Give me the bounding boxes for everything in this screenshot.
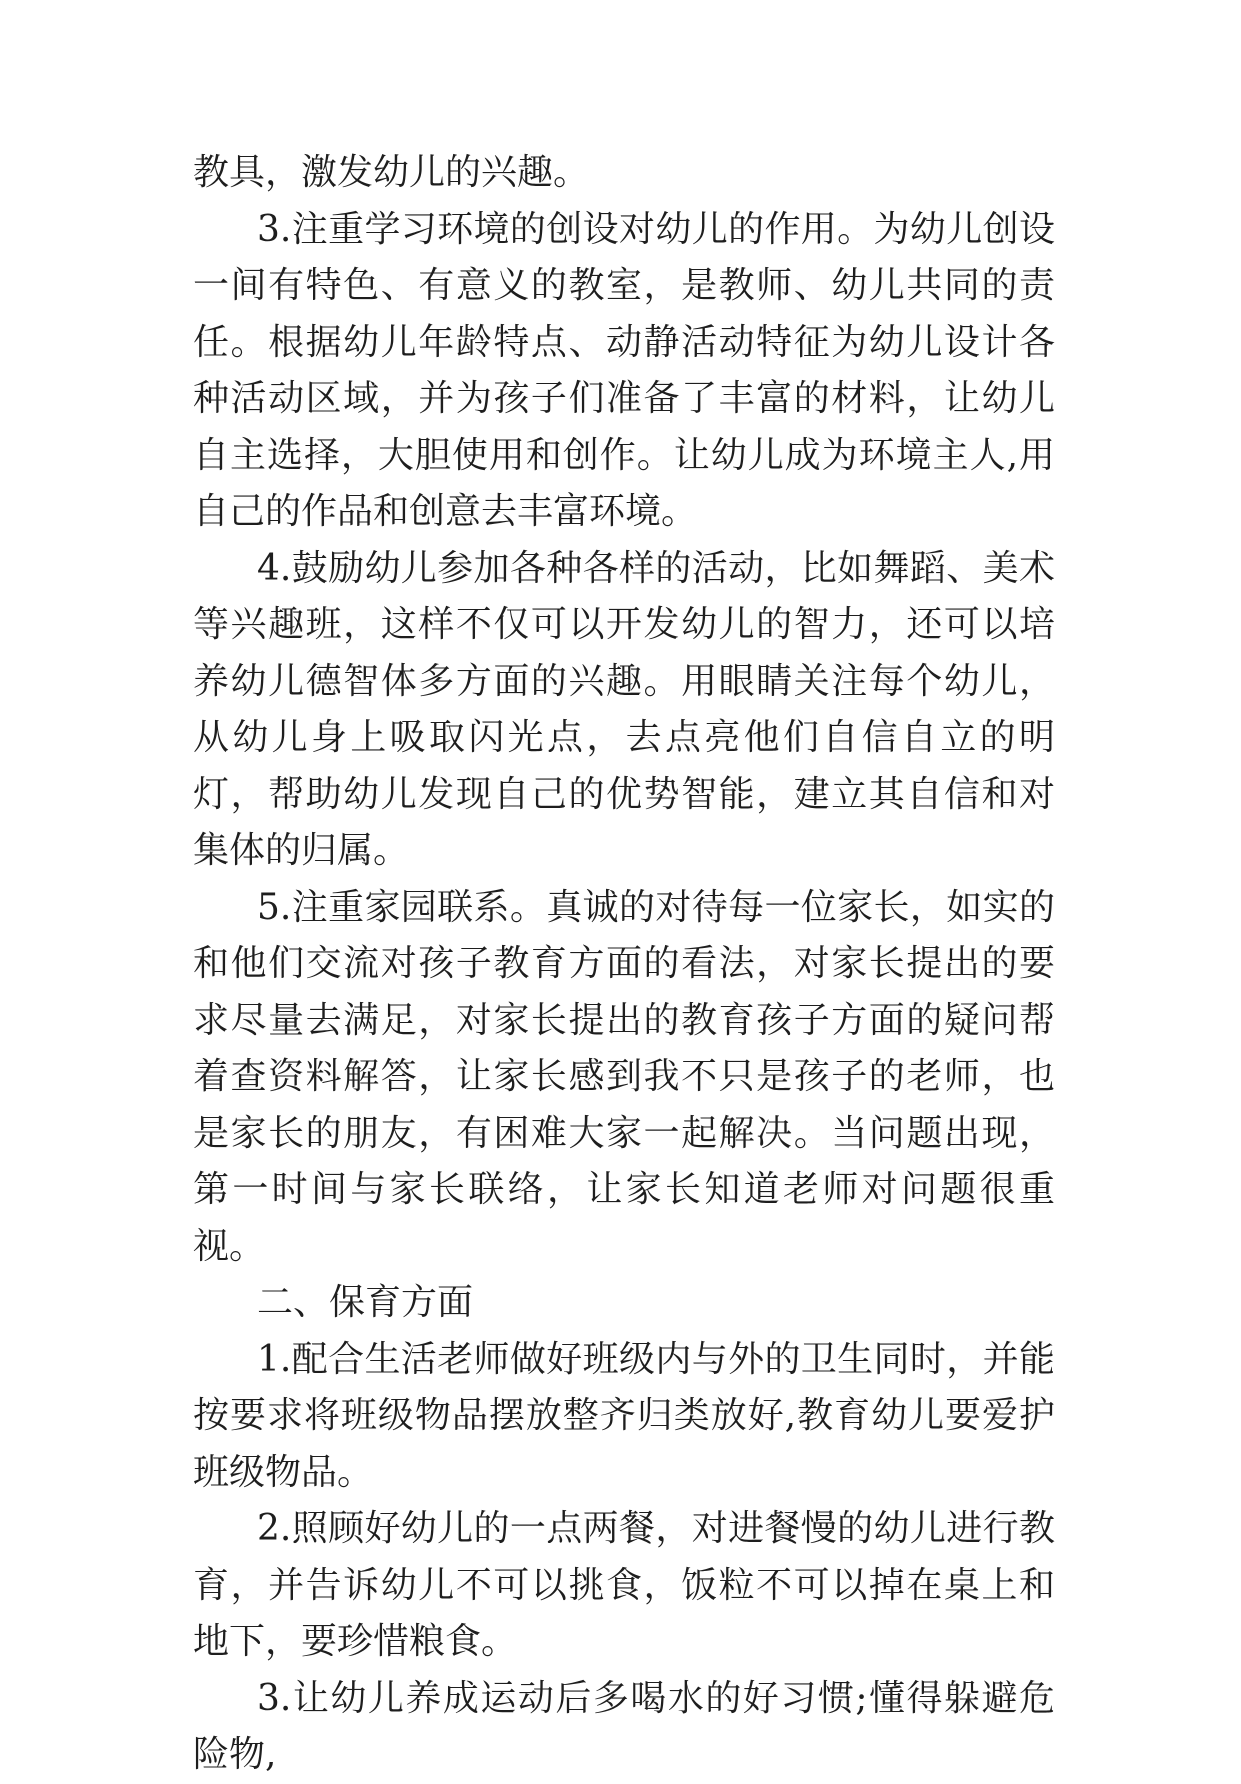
- paragraph-continuation: 教具，激发幼儿的兴趣。: [193, 152, 590, 193]
- paragraph-care-3: 3.让幼儿养成运动后多喝水的好习惯;懂得躲避危险物,: [193, 1677, 1055, 1775]
- paragraph-item-5: 5.注重家园联系。真诚的对待每一位家长，如实的和他们交流对孩子教育方面的看法，对家长提出的要求尽量去满足，对家长提出的教育孩子方面的疑问帮着查资料解答，让家长感到我不只是孩子的老师，也是家长的朋友，有困难大家一起解决。当问题出现，第一时间与家长联络，让家长知道老师对问题很重视。: [193, 886, 1055, 1267]
- paragraph-item-4: 4.鼓励幼儿参加各种各样的活动，比如舞蹈、美术等兴趣班，这样不仅可以开发幼儿的智力，还可以培养幼儿德智体多方面的兴趣。用眼睛关注每个幼儿，从幼儿身上吸取闪光点，去点亮他们自信自立的明灯，帮助幼儿发现自己的优势智能，建立其自信和对集体的归属。: [193, 547, 1055, 871]
- paragraph-care-2: 2.照顾好幼儿的一点两餐，对进餐慢的幼儿进行教育，并告诉幼儿不可以挑食，饭粒不可以掉在桌上和地下，要珍惜粮食。: [193, 1508, 1055, 1662]
- paragraph-care-1: 1.配合生活老师做好班级内与外的卫生同时，并能按要求将班级物品摆放整齐归类放好,教育幼儿要爱护班级物品。: [193, 1338, 1055, 1493]
- section-heading: 二、保育方面: [257, 1282, 474, 1323]
- paragraph-item-3: 3.注重学习环境的创设对幼儿的作用。为幼儿创设一间有特色、有意义的教室，是教师、幼儿共同的责任。根据幼儿年龄特点、动静活动特征为幼儿设计各种活动区域，并为孩子们准备了丰富的材料，让幼儿自主选择，大胆使用和创作。让幼儿成为环境主人,用自己的作品和创意去丰富环境。: [193, 208, 1055, 532]
- document-page: [193, 145, 1055, 1784]
